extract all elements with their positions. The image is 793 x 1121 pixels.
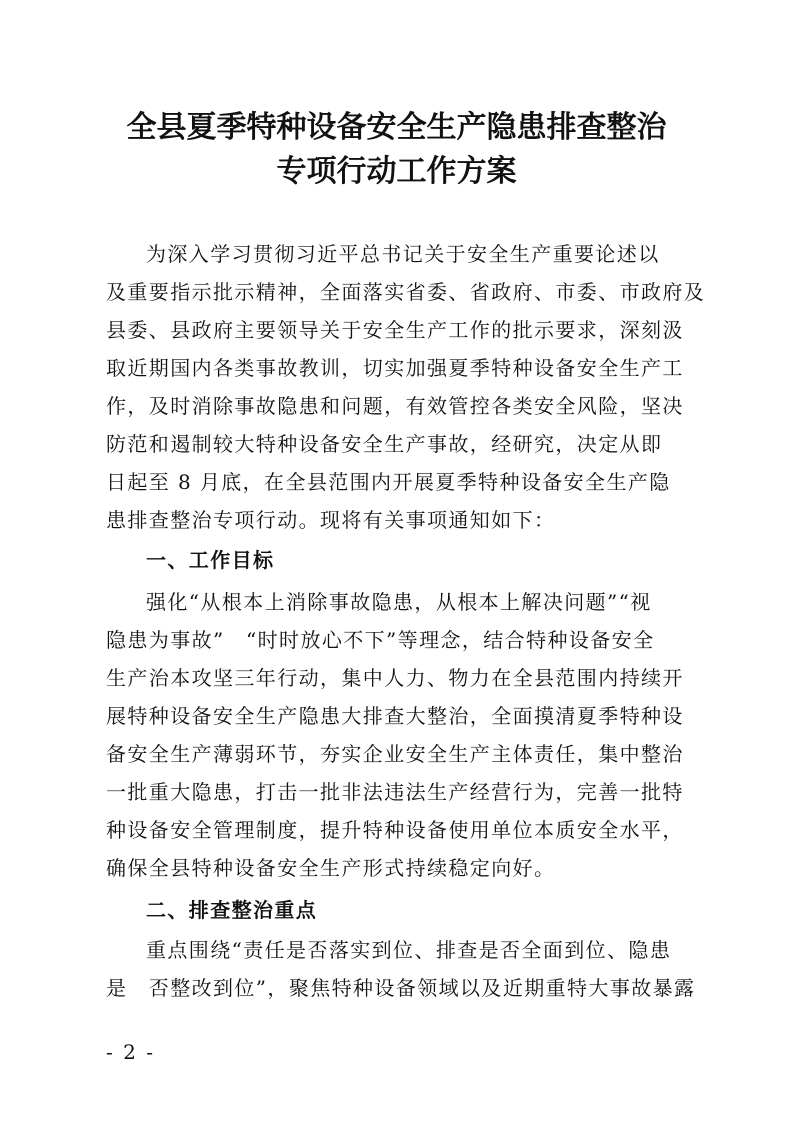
intro-paragraph-line: 县委、县政府主要领导关于安全生产工作的批示要求，深刻汲 xyxy=(106,318,684,342)
intro-paragraph-line: 日起至 8 月底，在全县范围内开展夏季特种设备安全生产隐 xyxy=(106,470,671,494)
section1-paragraph-line: 一批重大隐患，打击一批非法违法生产经营行为，完善一批特 xyxy=(106,780,684,804)
section1-paragraph-line: 确保全县特种设备安全生产形式持续稳定向好。 xyxy=(106,856,556,880)
section1-paragraph-line: 隐患为事故” “时时放心不下”等理念，结合特种设备安全 xyxy=(106,628,655,652)
section1-paragraph-line: 展特种设备安全生产隐患大排查大整治，全面摸清夏季特种设 xyxy=(106,704,684,728)
page-number: - 2 - xyxy=(106,1040,155,1064)
intro-paragraph-line: 作，及时消除事故隐患和问题，有效管控各类安全风险，坚决 xyxy=(106,394,684,418)
section-heading-key-points: 二、排查整治重点 xyxy=(146,898,318,922)
intro-paragraph-line: 及重要指示批示精神，全面落实省委、省政府、市委、市政府及 xyxy=(106,280,706,304)
intro-paragraph-line: 患排查整治专项行动。现将有关事项通知如下： xyxy=(106,508,556,532)
intro-paragraph-line: 为深入学习贯彻习近平总书记关于安全生产重要论述以 xyxy=(146,242,660,266)
section1-paragraph-line: 种设备安全管理制度，提升特种设备使用单位本质安全水平， xyxy=(106,818,684,842)
section1-paragraph-line: 生产治本攻坚三年行动，集中人力、物力在全县范围内持续开 xyxy=(106,666,684,690)
section2-paragraph-line: 重点围绕“责任是否落实到位、排查是否全面到位、隐患 xyxy=(146,938,672,962)
intro-paragraph-line: 防范和遏制较大特种设备安全生产事故，经研究，决定从即 xyxy=(106,432,663,456)
document-title-line-1: 全县夏季特种设备安全生产隐患排查整治 xyxy=(126,110,667,145)
document-title-line-2: 专项行动工作方案 xyxy=(276,154,517,189)
intro-paragraph-line: 取近期国内各类事故教训，切实加强夏季特种设备安全生产工 xyxy=(106,356,684,380)
section1-paragraph-line: 强化“从根本上消除事故隐患，从根本上解决问题”“视 xyxy=(146,590,652,614)
section1-paragraph-line: 备安全生产薄弱环节，夯实企业安全生产主体责任，集中整治 xyxy=(106,742,684,766)
section-heading-goals: 一、工作目标 xyxy=(146,548,275,572)
section2-paragraph-line: 是 否整改到位”，聚焦特种设备领域以及近期重特大事故暴露 xyxy=(106,976,696,1000)
